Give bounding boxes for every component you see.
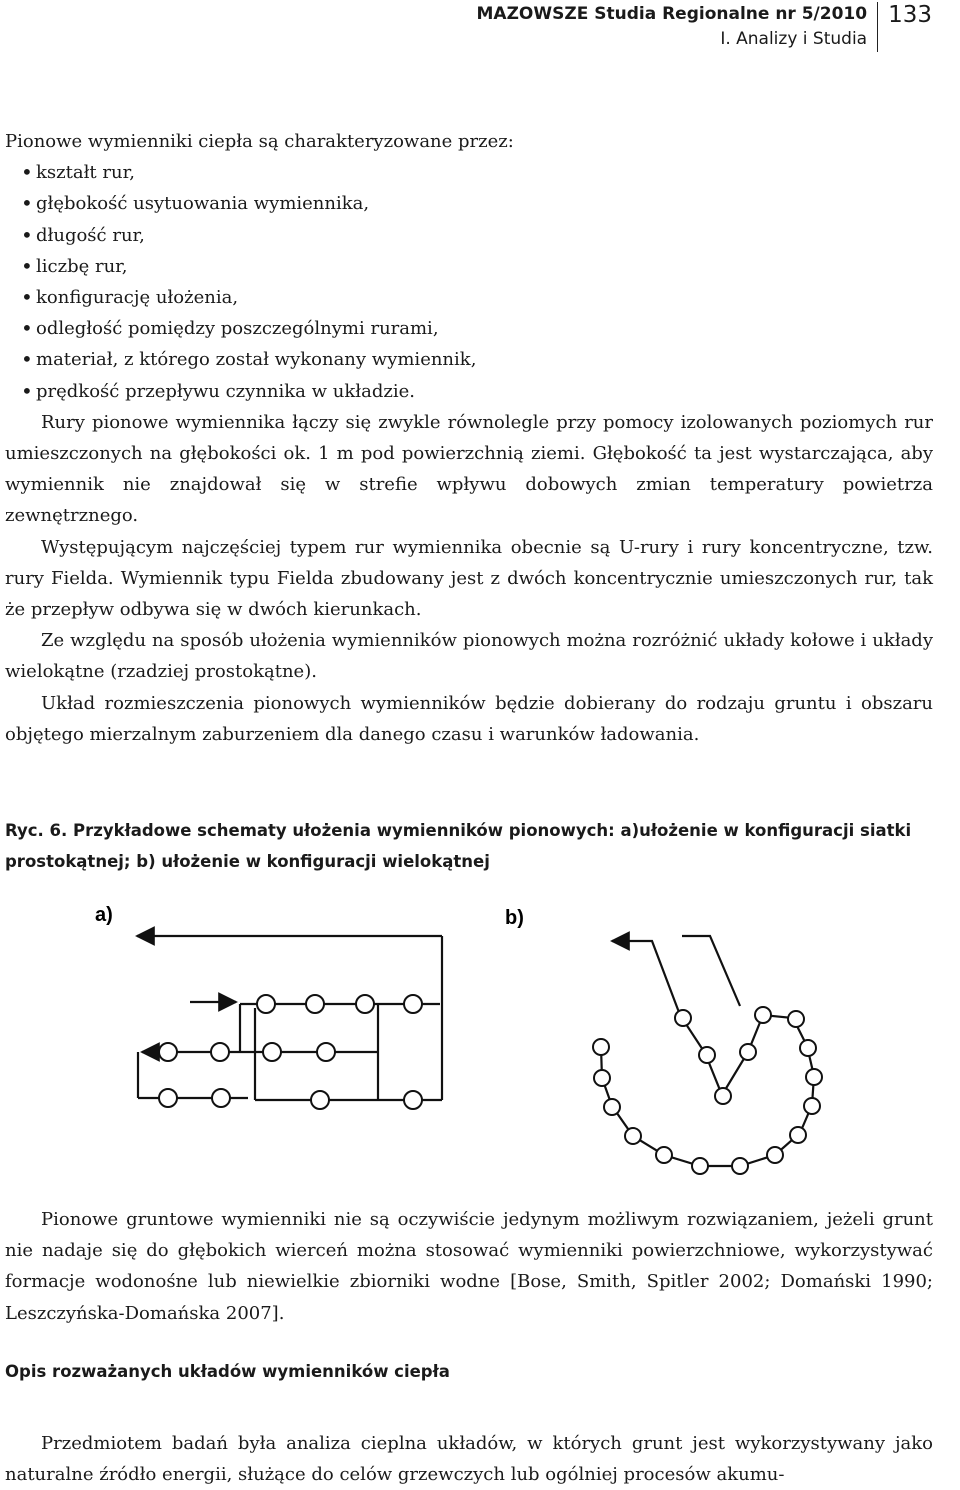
list-item: • głębokość usytuowania wymiennika, xyxy=(5,188,933,219)
borehole xyxy=(212,1089,230,1107)
polygon-boreholes xyxy=(593,1007,822,1174)
list-item: • odległość pomiędzy poszczególnymi rurami, xyxy=(5,313,933,344)
paragraph: Przedmiotem badań była analiza cieplna układów, w których grunt jest wykorzystywany jako naturalne źródło energii, służące do celów grzewczych lub ogólniej procesów akumu- xyxy=(5,1433,933,1486)
outlet-pipe xyxy=(682,936,740,1006)
borehole xyxy=(715,1088,731,1104)
list-item: • długość rur, xyxy=(5,220,933,251)
borehole xyxy=(159,1089,177,1107)
borehole xyxy=(806,1069,822,1085)
list-item: • kształt rur, xyxy=(5,157,933,188)
list-item: • liczbę rur, xyxy=(5,251,933,282)
borehole xyxy=(804,1098,820,1114)
section-name: I. Analizy i Studia xyxy=(720,29,868,49)
text-final xyxy=(5,1428,933,1490)
borehole xyxy=(404,1091,422,1109)
borehole xyxy=(675,1010,691,1026)
caption-prefix: Ryc. 6. xyxy=(5,821,68,840)
borehole xyxy=(604,1099,620,1115)
paragraph: Występującym najczęściej typem rur wymiennika obecnie są U-rury i rury koncentryczne, tzw. rury Fielda. Wymiennik typu Fielda zbudowany jest z dwóch koncentrycznie umieszczonych rur, tak że przepływ odbywa się w dwóch kierunkach. xyxy=(5,536,933,621)
page-number: 133 xyxy=(888,2,932,28)
list-item: • materiał, z którego został wykonany wymiennik, xyxy=(5,344,933,375)
grid-layout-diagram xyxy=(137,936,442,1100)
borehole xyxy=(625,1128,641,1144)
inlet-pipe xyxy=(612,941,680,1015)
borehole xyxy=(656,1147,672,1163)
borehole xyxy=(159,1043,177,1061)
list-item: • prędkość przepływu czynnika w układzie. xyxy=(5,376,933,407)
borehole xyxy=(306,995,324,1013)
caption-text: Przykładowe schematy ułożenia wymienników pionowych: a)ułożenie w konfiguracji siatki prostokątnej; b) ułożenie w konfiguracji wielokątnej xyxy=(5,821,912,871)
borehole xyxy=(740,1044,756,1060)
borehole xyxy=(311,1091,329,1109)
borehole xyxy=(263,1043,281,1061)
borehole xyxy=(755,1007,771,1023)
borehole xyxy=(800,1040,816,1056)
paragraph: Układ rozmieszczenia pionowych wymienników będzie dobierany do rodzaju gruntu i obszaru objętego mierzalnym zaburzeniem dla danego czasu i warunków ładowania. xyxy=(5,692,933,745)
borehole xyxy=(317,1043,335,1061)
paragraph: Ze względu na sposób ułożenia wymienników pionowych można rozróżnić układy kołowe i układy wielokątne (rzadziej prostokątne). xyxy=(5,630,933,683)
paragraph: Pionowe gruntowe wymienniki nie są oczywiście jedynym możliwym rozwiązaniem, jeżeli grunt nie nadaje się do głębokich wierceń można stosować wymienniki powierzchniowe, wykorzystywać formacje wodonośne lub niewielkie zbiorniki wodne [Bose, Smith, Spitler 2002; Domański 1990; Leszczyńska-Domańska 2007]. xyxy=(5,1209,933,1324)
borehole xyxy=(404,995,422,1013)
borehole xyxy=(699,1047,715,1063)
borehole xyxy=(257,995,275,1013)
borehole xyxy=(593,1039,609,1055)
paragraph: Rury pionowe wymiennika łączy się zwykle równolegle przy pomocy izolowanych poziomych rur umieszczonych na głębokości ok. 1 m pod powierzchnią ziemi. Głębokość ta jest wystarczająca, aby wymiennik nie znajdował się w strefie wpływu dobowych zmian temperatury powietrza zewnętrznego. xyxy=(5,411,933,527)
borehole xyxy=(767,1147,783,1163)
borehole xyxy=(594,1070,610,1086)
list-item: • konfigurację ułożenia, xyxy=(5,282,933,313)
borehole xyxy=(788,1011,804,1027)
borehole xyxy=(732,1158,748,1174)
intro-line: Pionowe wymienniki ciepła są charakteryzowane przez: xyxy=(5,131,514,152)
borehole xyxy=(356,995,374,1013)
text-after-figure xyxy=(5,1204,933,1329)
borehole xyxy=(211,1043,229,1061)
label-a: a) xyxy=(95,904,113,926)
label-b: b) xyxy=(505,907,524,929)
journal-title: MAZOWSZE Studia Regionalne nr 5/2010 xyxy=(476,4,868,24)
borehole xyxy=(692,1158,708,1174)
section-heading: Opis rozważanych układów wymienników ciepła xyxy=(5,1362,450,1381)
borehole xyxy=(790,1127,806,1143)
